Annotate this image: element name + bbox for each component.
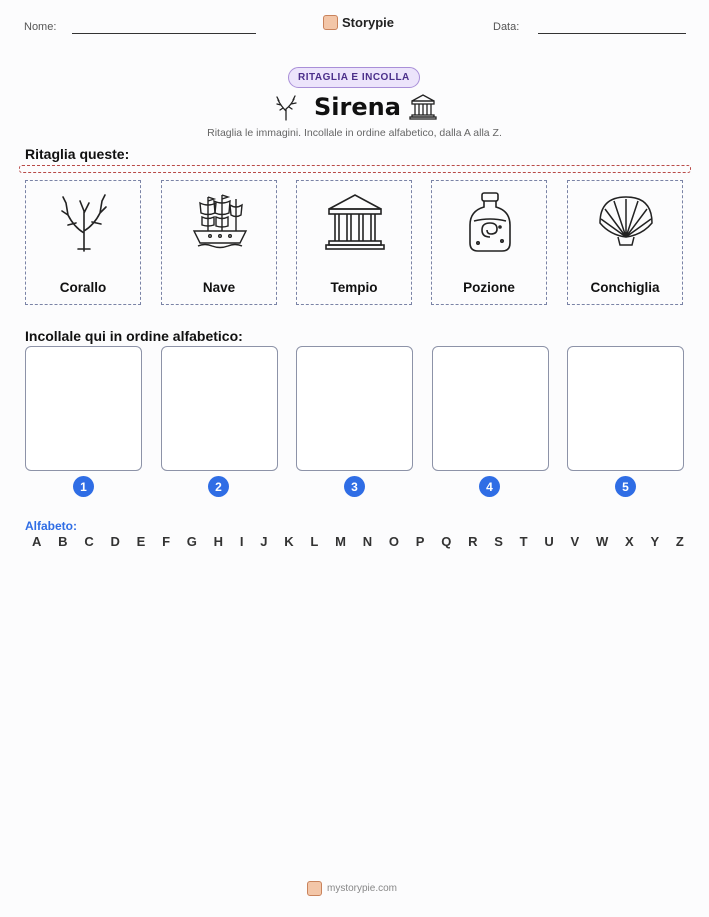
- cut-card-pozione[interactable]: [431, 180, 547, 305]
- letter: B: [58, 534, 68, 549]
- cut-card-nave[interactable]: [161, 180, 277, 305]
- potion-icon: [460, 191, 520, 253]
- slot-number: 1: [73, 476, 94, 497]
- letter: J: [260, 534, 268, 549]
- letter: I: [239, 534, 244, 549]
- cut-card-corallo[interactable]: [25, 180, 141, 305]
- letter: Z: [675, 534, 684, 549]
- page-title: Sirena: [314, 93, 401, 121]
- letter: S: [494, 534, 503, 549]
- paste-slot-2[interactable]: [161, 346, 278, 471]
- slot-number: 2: [208, 476, 229, 497]
- letter: O: [388, 534, 399, 549]
- letter: V: [570, 534, 580, 549]
- coral-decor-icon: [272, 93, 300, 126]
- paste-slot-1[interactable]: [25, 346, 142, 471]
- letter: K: [284, 534, 294, 549]
- paste-slot-3[interactable]: [296, 346, 413, 471]
- letter: C: [84, 534, 94, 549]
- letter: E: [136, 534, 146, 549]
- coral-icon: [54, 191, 114, 253]
- letter: G: [186, 534, 197, 549]
- storypie-logo-icon: [323, 15, 338, 30]
- cut-section-label: Ritaglia queste:: [25, 146, 130, 162]
- letter: F: [162, 534, 171, 549]
- ship-icon: [190, 191, 250, 253]
- card-label: Corallo: [59, 280, 107, 295]
- letter: L: [310, 534, 319, 549]
- letter: T: [519, 534, 528, 549]
- card-label: Nave: [202, 280, 236, 295]
- slot-number: 5: [615, 476, 636, 497]
- letter: D: [110, 534, 120, 549]
- letter: W: [595, 534, 609, 549]
- card-label: Pozione: [463, 280, 515, 295]
- temple-icon: [325, 191, 385, 253]
- paste-section-label: Incollale qui in ordine alfabetico:: [25, 328, 243, 344]
- brand-name: Storypie: [342, 15, 395, 30]
- name-label: Nome:: [24, 21, 57, 33]
- letter: P: [415, 534, 425, 549]
- name-line: [72, 33, 256, 34]
- cut-line: [19, 165, 691, 173]
- letter: Y: [650, 534, 660, 549]
- footer-url[interactable]: mystorypie.com: [327, 883, 398, 894]
- letter: X: [625, 534, 634, 549]
- letter: R: [468, 534, 478, 549]
- letter: U: [544, 534, 554, 549]
- brand-logo: [323, 15, 394, 30]
- activity-badge: RITAGLIA E INCOLLA: [288, 67, 420, 88]
- alphabet-row: [32, 534, 684, 549]
- alphabet-label: Alfabeto:: [25, 519, 77, 533]
- date-line: [538, 33, 686, 34]
- paste-slot-5[interactable]: [567, 346, 684, 471]
- cut-card-tempio[interactable]: [296, 180, 412, 305]
- temple-decor-icon: [409, 93, 437, 126]
- instructions: Ritaglia le immagini. Incollale in ordine alfabetico, dalla A alla Z.: [207, 127, 502, 139]
- footer: [307, 881, 397, 896]
- paste-slot-4[interactable]: [432, 346, 549, 471]
- slot-number: 4: [479, 476, 500, 497]
- slot-number: 3: [344, 476, 365, 497]
- letter: H: [213, 534, 224, 549]
- letter: M: [335, 534, 346, 549]
- storypie-logo-icon: [307, 881, 322, 896]
- shell-icon: [596, 191, 656, 253]
- card-label: Tempio: [330, 280, 378, 295]
- letter: Q: [441, 534, 452, 549]
- letter: N: [362, 534, 373, 549]
- date-label: Data:: [493, 21, 520, 33]
- letter: A: [32, 534, 42, 549]
- card-label: Conchiglia: [590, 280, 660, 295]
- cut-card-conchiglia[interactable]: [567, 180, 683, 305]
